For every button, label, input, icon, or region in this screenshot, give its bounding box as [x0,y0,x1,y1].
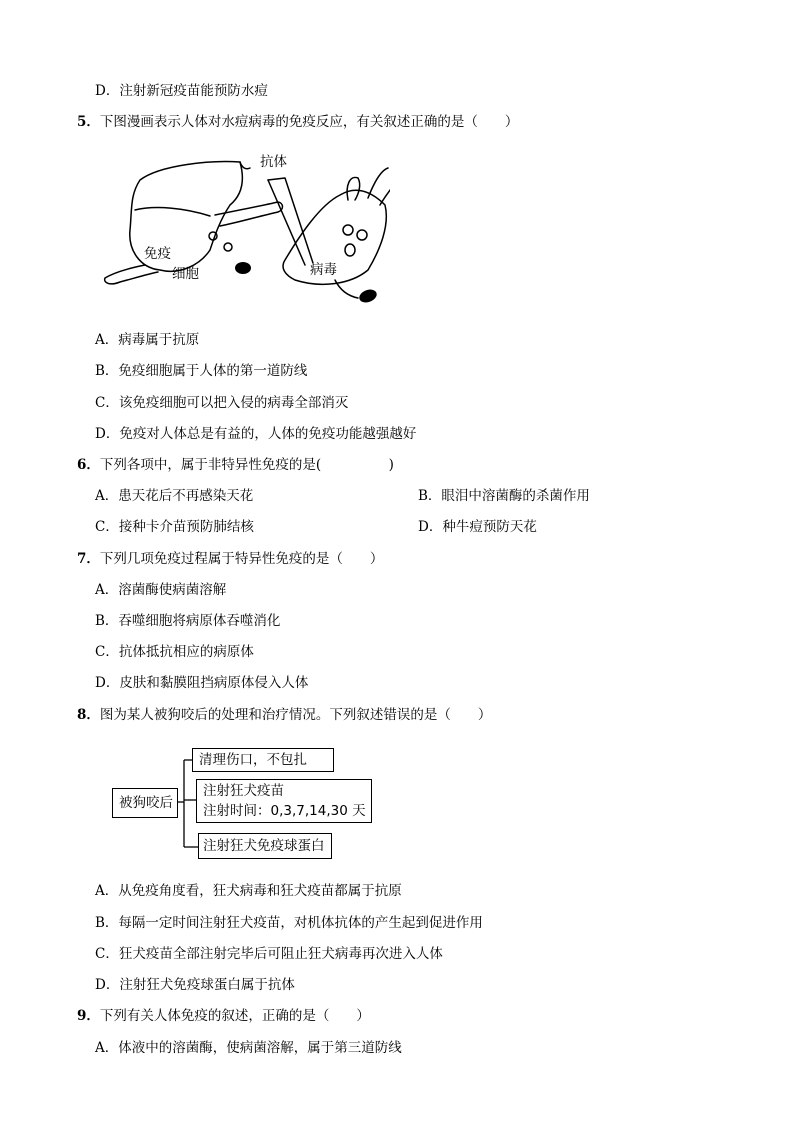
q7-option-d: D．皮肤和黏膜阻挡病原体侵入人体 [95,675,309,691]
q7-number: 7． [77,551,100,567]
q7-option-c: C．抗体抵抗相应的病原体 [95,644,254,660]
q7-option-a: A．溶菌酶使病菌溶解 [95,582,227,598]
q8-stem-text: 图为某人被狗咬后的处理和治疗情况。下列叙述错误的是（ ） [99,707,492,723]
q5-stem-text: 下图漫画表示人体对水痘病毒的免疫反应，有关叙述正确的是（ ） [99,114,519,130]
q7-stem-text: 下列几项免疫过程属于特异性免疫的是（ ） [99,551,384,567]
q6-number: 6． [77,457,100,473]
q5-option-a: A．病毒属于抗原 [95,332,200,348]
q8-option-b: B．每隔一定时间注射狂犬疫苗，对机体抗体的产生起到促进作用 [95,915,483,931]
q4-option-d: D．注射新冠疫苗能预防水痘 [95,83,268,99]
q6-option-c: C．接种卡介苗预防肺结核 [95,519,254,535]
q5-stem [77,113,518,131]
q5-option-d: D．免疫对人体总是有益的，人体的免疫功能越强越好 [95,426,417,442]
q6-stem [77,456,394,474]
q6-option-b: B．眼泪中溶菌酶的杀菌作用 [418,488,590,504]
q9-stem-text: 下列有关人体免疫的叙述，正确的是（ ） [99,1008,370,1024]
q8-option-a: A．从免疫角度看，狂犬病毒和狂犬疫苗都属于抗原 [95,883,402,899]
q8-flow-diagram [110,742,380,862]
branch-rabies-vaccine [196,779,372,823]
q5-option-c: C．该免疫细胞可以把入侵的病毒全部消灭 [95,395,349,411]
q8-option-d: D．注射狂犬免疫球蛋白属于抗体 [95,977,295,993]
label-virus: 病毒 [310,262,337,278]
q5-cartoon-figure [100,150,390,315]
q6-option-a: A．患天花后不再感染天花 [95,488,254,504]
vaccine-schedule: 注射时间：0,3,7,14,30 天 [203,803,366,819]
label-immune-cell-line1: 免疫 [144,246,171,262]
root-box: 被狗咬后 [112,788,178,818]
q7-option-b: B．吞噬细胞将病原体吞噬消化 [95,613,281,629]
q9-number: 9． [77,1008,100,1024]
q8-stem [77,706,491,724]
label-antibody: 抗体 [260,154,287,170]
q7-stem [77,550,383,568]
vaccine-line1: 注射狂犬疫苗 [203,783,284,799]
q9-stem [77,1007,370,1025]
q5-number: 5． [77,114,100,130]
q8-option-c: C．狂犬疫苗全部注射完毕后可阻止狂犬病毒再次进入人体 [95,946,443,962]
q9-option-a: A．体液中的溶菌酶，使病菌溶解，属于第三道防线 [95,1040,402,1056]
branch-clean-wound: 清理伤口，不包扎 [192,748,334,772]
q6-stem-text: 下列各项中，属于非特异性免疫的是( ) [99,457,394,473]
q6-option-d: D．种牛痘预防天花 [418,519,537,535]
branch-immunoglobulin: 注射狂犬免疫球蛋白 [198,833,332,859]
label-immune-cell-line2: 细胞 [172,266,199,282]
q5-option-b: B．免疫细胞属于人体的第一道防线 [95,363,308,379]
q8-number: 8． [77,707,100,723]
